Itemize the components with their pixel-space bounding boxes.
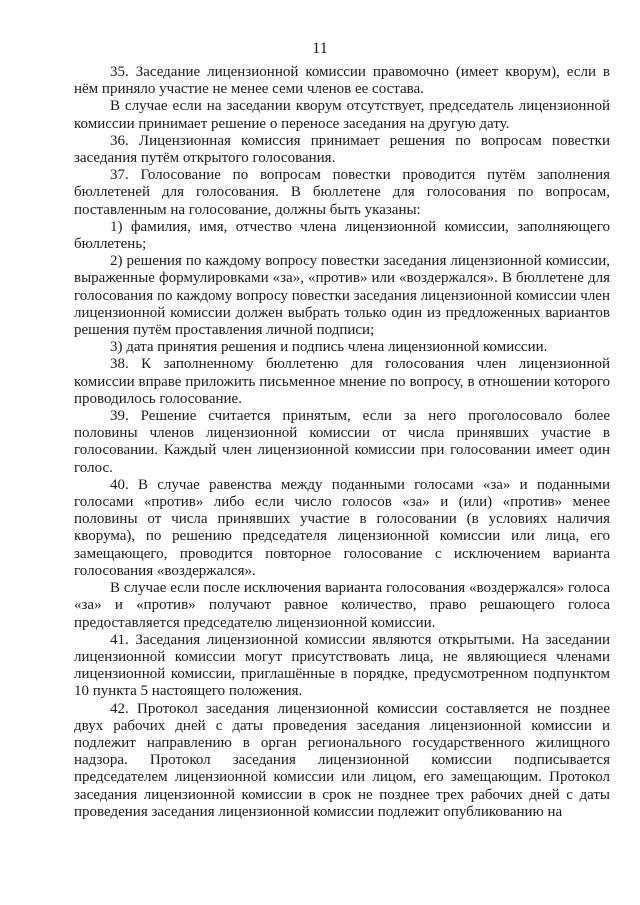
paragraph-35-quorum-absent: В случае если на заседании кворум отсутствует, председатель лицензионной комиссии принимает решение о переносе заседания на другую дату. [74, 98, 610, 132]
paragraph-37-item-1: 1) фамилия, имя, отчество члена лицензионной комиссии, заполняющего бюллетень; [74, 218, 610, 253]
document-body [74, 64, 610, 821]
paragraph-37-item-3: 3) дата принятия решения и подпись члена лицензионной комиссии. [110, 339, 548, 356]
paragraph-40: 40. В случае равенства между поданными голосами «за» и поданными голосами «против» либо если число голосов «за» и (или) «против» менее половины от числа принявших участие в голосовании (в условиях наличия кворума), по решению председателя лицензионной комиссии или лица, его замещающего, проводится повторное голосование с исключением варианта голосования «воздержался». [74, 476, 610, 579]
paragraph-42: 42. Протокол заседания лицензионной комиссии составляется не позднее двух рабочих дней с даты проведения заседания лицензионной комиссии и подлежит направлению в орган регионального государственного жилищного надзора. Протокол заседания лицензионной комиссии подписывается председателем лицензионной комиссии или лицом, его замещающим. Протокол заседания лицензионной комиссии в срок не позднее трех рабочих дней с даты проведения заседания лицензионной комиссии подлежит опубликованию на [74, 700, 610, 820]
paragraph-37-item-2: 2) решения по каждому вопросу повестки заседания лицензионной комиссии, выраженные формулировками «за», «против» или «воздержался». В бюллетене для голосования по каждому вопросу повестки заседания лицензионной комиссии член лицензионной комиссии должен выбрать только один из предложенных вариантов решения путём проставления личной подписи; [74, 253, 610, 339]
paragraph-40-tie: В случае если после исключения варианта голосования «воздержался» голоса «за» и «против» получают равное количество, право решающего голоса предоставляется председателю лицензионной комиссии. [74, 580, 610, 631]
paragraph-38: 38. К заполненному бюллетеню для голосования член лицензионной комиссии вправе приложить письменное мнение по вопросу, в отношении которого проводилось голосование. [74, 356, 610, 407]
paragraph-39: 39. Решение считается принятым, если за него проголосовало более половины членов лицензионной комиссии от числа принявших участие в голосовании. Каждый член лицензионной комиссии при голосовании имеет один голос. [74, 408, 610, 476]
paragraph-35: 35. Заседание лицензионной комиссии правомочно (имеет кворум), если в нём приняло участие не менее семи членов ее состава. [74, 64, 610, 98]
paragraph-41: 41. Заседания лицензионной комиссии являются открытыми. На заседании лицензионной комиссии могут присутствовать лица, не являющиеся членами лицензионной комиссии, приглашённые в порядке, предусмотренном подпунктом 10 пункта 5 настоящего положения. [74, 631, 610, 700]
paragraph-36: 36. Лицензионная комиссия принимает решения по вопросам повестки заседания путём открытого голосования. [74, 132, 610, 167]
paragraph-37: 37. Голосование по вопросам повестки проводится путём заполнения бюллетеней для голосования. В бюллетене для голосования по вопросам, поставленным на голосование, должны быть указаны: [74, 167, 610, 218]
page-number: 11 [312, 40, 328, 57]
